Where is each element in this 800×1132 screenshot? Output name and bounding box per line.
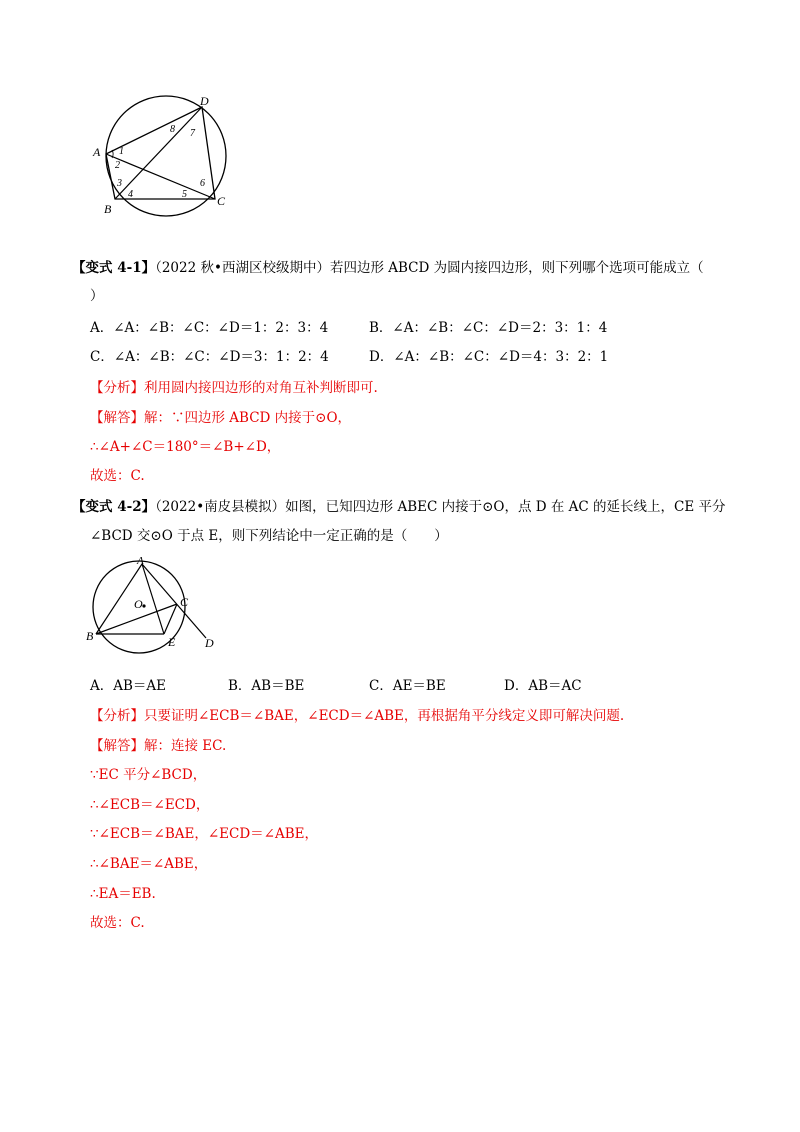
q1-option-a: A．∠A：∠B：∠C：∠D＝1：2：3：4: [90, 320, 329, 336]
label-d: D: [200, 94, 209, 108]
q1-analysis: 【分析】利用圆内接四边形的对角互补判断即可.: [90, 380, 378, 396]
q2-solution-7: 故选：C.: [90, 915, 145, 931]
q1-tag: 【变式 4-1】: [72, 260, 156, 276]
q1-stem-line: [72, 258, 704, 278]
angle-8: 8: [170, 124, 175, 135]
q2-stem: 如图，已知四边形 ABEC 内接于⊙O，点 D 在 AC 的延长线上，CE 平分: [285, 499, 726, 515]
angle-1: 1: [119, 146, 124, 157]
q2-solution-2: ∵EC 平分∠BCD，: [90, 767, 207, 783]
q1-option-d: D．∠A：∠B：∠C：∠D＝4：3：2：1: [369, 349, 609, 365]
label-b: B: [104, 202, 112, 216]
circle: [106, 96, 226, 216]
angle-3: 3: [117, 178, 122, 189]
fig2-label-a: A: [137, 555, 144, 567]
angle-4: 4: [128, 189, 133, 200]
q2-option-c: C．AE＝BE: [369, 678, 446, 694]
fig2-label-o: O: [134, 597, 143, 611]
q2-stem-line2: ∠BCD 交⊙O 于点 E，则下列结论中一定正确的是（ ）: [90, 528, 448, 544]
q1-solution-2: ∴∠A+∠C＝180°＝∠B+∠D，: [90, 439, 281, 455]
fig2-label-b: B: [86, 629, 94, 643]
q2-option-b: B．AB＝BE: [228, 678, 305, 694]
q2-solution-5: ∴∠BAE＝∠ABE，: [90, 856, 208, 872]
q1-solution-3: 故选：C.: [90, 468, 145, 484]
q2-solution-6: ∴EA＝EB.: [90, 886, 156, 902]
q1-stem-tail: ）: [90, 288, 104, 304]
label-c: C: [217, 194, 226, 208]
q1-solution-1: 【解答】解：∵四边形 ABCD 内接于⊙O，: [90, 410, 352, 426]
fig2-label-c: C: [180, 595, 189, 609]
fig2-label-e: E: [168, 635, 176, 649]
q2-analysis: 【分析】只要证明∠ECB＝∠BAE，∠ECD＝∠ABE，再根据角平分线定义即可解决问题.: [90, 708, 625, 724]
q1-option-b: B．∠A：∠B：∠C：∠D＝2：3：1：4: [369, 320, 608, 336]
angle-5: 5: [182, 189, 187, 200]
q1-stem: 若四边形 ABCD 为圆内接四边形，则下列哪个选项可能成立（: [329, 260, 704, 276]
segment-ac-extended: [142, 564, 206, 638]
angle-7: 7: [190, 128, 195, 139]
q2-stem-line: [72, 497, 726, 517]
figure-cyclic-quadrilateral-abcd: [88, 92, 248, 222]
q2-solution-3: ∴∠ECB＝∠ECD，: [90, 797, 210, 813]
fig2-label-d: D: [205, 636, 214, 650]
segment-ae: [142, 564, 164, 634]
angle-6: 6: [200, 178, 205, 189]
figure-cyclic-quadrilateral-abec: [86, 554, 226, 654]
q2-solution-4: ∵∠ECB＝∠BAE，∠ECD＝∠ABE，: [90, 826, 318, 842]
center-point: [142, 604, 145, 607]
q2-solution-1: 【解答】解：连接 EC.: [90, 738, 227, 754]
q1-option-c: C．∠A：∠B：∠C：∠D＝3：1：2：4: [90, 349, 329, 365]
q1-source: （2022 秋•西湖区校级期中）: [155, 260, 330, 276]
q2-option-a: A．AB＝AE: [90, 678, 167, 694]
diagonal-bd: [115, 107, 202, 199]
angle-2: 2: [115, 160, 120, 171]
q2-option-d: D．AB＝AC: [504, 678, 582, 694]
diagonal-ac: [106, 154, 215, 199]
label-a: A: [93, 145, 101, 159]
q2-tag: 【变式 4-2】: [72, 499, 156, 515]
q2-source: （2022•南皮县模拟）: [155, 499, 286, 515]
